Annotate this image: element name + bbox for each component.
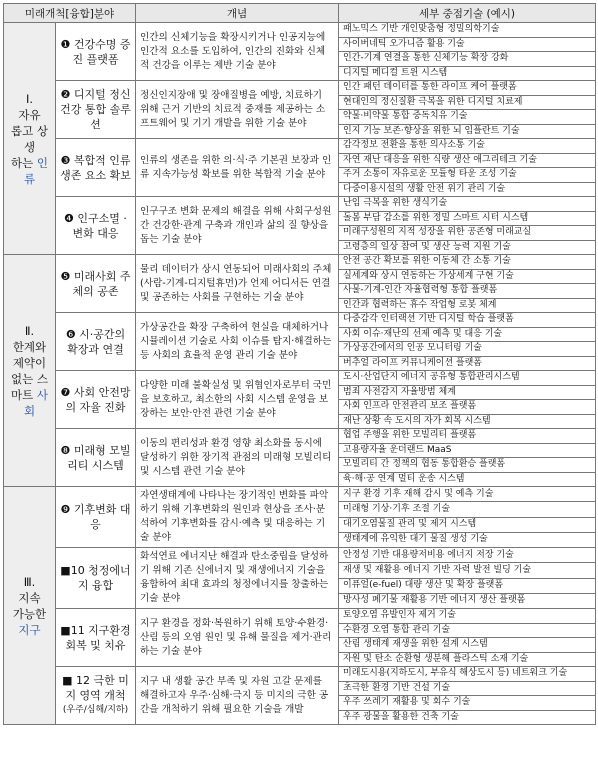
field-cell bbox=[56, 139, 136, 197]
area-label-line: 류 bbox=[23, 171, 36, 186]
tech-item: 실세계와 상시 연동하는 가상세계 구현 기술 bbox=[339, 269, 596, 284]
field-subtitle: (우주/심해/지하) bbox=[62, 705, 129, 715]
tech-item: 감각정보 전환을 통한 의사소통 기술 bbox=[339, 139, 596, 154]
area-label-line: 하는 인 bbox=[11, 155, 48, 170]
table-header-row bbox=[4, 4, 596, 23]
tech-item: 안정성 기반 대용량저비용 에너지 저장 기술 bbox=[339, 548, 596, 563]
concept-cell: 정신인지장애 및 장애질병을 예방, 치료하기 위해 근거 기반의 치료적 중재를 제공하는 소프트웨어 및 기기 개발을 위한 기술 분야 bbox=[136, 81, 339, 139]
field-name: ❾ 기후변화 대응 bbox=[60, 503, 131, 531]
field-cell bbox=[56, 548, 136, 609]
tech-item: 사이버네틱 오가니즘 활용 기술 bbox=[339, 37, 596, 52]
field-name: ❷ 디지털 정신 건강 통합 솔루션 bbox=[60, 88, 131, 131]
tech-item: 주거 소통이 자유로운 모듈형 타운 조성 기술 bbox=[339, 168, 596, 183]
field-cell bbox=[56, 609, 136, 667]
area-label-line: Ⅰ. bbox=[25, 91, 34, 106]
tech-item: 초극한 환경 기반 건설 기술 bbox=[339, 681, 596, 696]
concept-cell: 인구구조 변화 문제의 해결을 위해 사회구성원 간 건강한·관계 구축과 개인과 삶의 질 향상을 돕는 기술 분야 bbox=[136, 197, 339, 255]
field-cell bbox=[56, 487, 136, 548]
field-name: ❽ 미래형 모빌리티 시스템 bbox=[60, 443, 131, 472]
tech-item: 범죄 사전감지 자율방범 체계 bbox=[339, 385, 596, 400]
tech-item: 토양오염 유발인자 제거 기술 bbox=[339, 609, 596, 624]
concept-cell: 다양한 미래 불확실성 및 위협인자로부터 국민을 보호하고, 최소한의 사회 시스템 운영을 보장하는 보안·안전 관련 기술 분야 bbox=[136, 371, 339, 429]
table-row bbox=[4, 667, 596, 682]
tech-item: 미래도시용(지하도시, 부유식 해상도시 등) 네트워크 기술 bbox=[339, 667, 596, 682]
concept-cell: 인류의 생존을 위한 의·식·주 기본권 보장과 인류 지속가능성 확보를 위한 복합적 기술 분야 bbox=[136, 139, 339, 197]
tech-item: 고용량자율 운더랜드 MaaS bbox=[339, 443, 596, 458]
table-row bbox=[4, 81, 596, 96]
table-row bbox=[4, 429, 596, 444]
header-area: 미래개척[융합]분야 bbox=[4, 4, 136, 23]
tech-item: 우주 광물을 활용한 건축 기술 bbox=[339, 710, 596, 725]
table-row bbox=[4, 255, 596, 270]
tech-item: 사회 이슈·재난의 선제 예측 및 대응 기술 bbox=[339, 327, 596, 342]
tech-item: 다중이용시설의 생활 안전 위기 관리 기술 bbox=[339, 182, 596, 197]
field-name: ❹ 인구소멸 ·변화 대응 bbox=[64, 211, 127, 240]
concept-cell: 인간의 신체기능을 확장시키거나 인공지능에 인간적 요소를 도입하여, 인간의 진화와 신체적 건강을 이루는 제반 기술 분야 bbox=[136, 23, 339, 81]
field-cell bbox=[56, 255, 136, 313]
tech-item: 안전 공간 확보를 위한 이동체 간 소통 기술 bbox=[339, 255, 596, 270]
field-name: ❻ 시·공간의 확장과 연결 bbox=[65, 327, 126, 356]
concept-cell: 지구 환경을 정화·복원하기 위해 토양·수환경·산림 등의 오염 원인 및 유해 물질을 제거·관리하는 기술 분야 bbox=[136, 609, 339, 667]
area-label-line: 가능한 bbox=[12, 606, 47, 621]
area-label-line: Ⅱ. bbox=[24, 323, 35, 338]
tech-item: 모빌리티 간 정책의 협동 통합환승 플랫폼 bbox=[339, 458, 596, 473]
field-cell bbox=[56, 667, 136, 725]
area-label-line: 생 bbox=[23, 139, 36, 154]
table-row bbox=[4, 548, 596, 563]
tech-item: 지구 환경 기후 재해 감시 및 예측 기술 bbox=[339, 487, 596, 502]
field-name: ❼ 사회 안전망의 자율 진화 bbox=[60, 385, 131, 414]
area-cell bbox=[4, 255, 56, 487]
tech-item: 산림 생태계 재생을 위한 설계 시스템 bbox=[339, 638, 596, 653]
table-row bbox=[4, 139, 596, 154]
area-cell bbox=[4, 23, 56, 255]
area-label-line: 지속 bbox=[18, 590, 41, 605]
tech-item: 다중감각 인터랙션 기반 디지털 학습 플랫폼 bbox=[339, 313, 596, 328]
tech-item: 이퓨얼(e-fuel) 대량 생산 및 확장 플랫폼 bbox=[339, 578, 596, 593]
field-name: ■ 12 극한 미지 영역 개척 bbox=[62, 674, 129, 702]
field-cell bbox=[56, 313, 136, 371]
concept-cell: 이동의 편리성과 환경 영향 최소화를 동시에 달성하기 위한 장기적 관점의 미래형 모빌리티 및 시스템 관련 기술 분야 bbox=[136, 429, 339, 487]
tech-item: 협업 주행을 위한 모빌리티 플랫폼 bbox=[339, 429, 596, 444]
tech-item: 디지털 메디컬 트윈 시스템 bbox=[339, 66, 596, 81]
tech-item: 가상공간에서의 인공 모니터링 기술 bbox=[339, 342, 596, 357]
header-tech: 세부 중점기술 (예시) bbox=[339, 4, 596, 23]
field-name: ■10 청정에너지 융합 bbox=[60, 564, 131, 592]
tech-table bbox=[3, 3, 596, 725]
area-label-line: 자유 bbox=[18, 107, 41, 122]
tech-item: 방사성 폐기물 재활용 기반 에너지 생산 플랫폼 bbox=[339, 593, 596, 608]
concept-cell: 가상공간을 확장 구축하여 현실을 대체하거나 시뮬레이션 기술로 사회 이슈를 탐지·해결하는 등 사회의 효율적 운영 관리 기술 분야 bbox=[136, 313, 339, 371]
area-label-line: 지구 bbox=[18, 622, 41, 637]
table-row bbox=[4, 197, 596, 212]
tech-item: 재생 및 재활용 에너지 기반 자력 발전 빌딩 기술 bbox=[339, 563, 596, 578]
field-cell bbox=[56, 197, 136, 255]
concept-cell: 물리 데이터가 상시 연동되어 미래사회의 주체(사람-기계-디지털휴먼)가 언제 어디서든 연결 및 공존하는 사회를 구현하는 기술 분야 bbox=[136, 255, 339, 313]
area-label-line: 한계와 bbox=[12, 339, 47, 354]
concept-cell: 자연생태계에 나타나는 장기적인 변화를 파악하기 위해 기후변화의 원인과 현상을 조사·분석하여 기후변화를 감시·예측 및 대응하는 기술 분야 bbox=[136, 487, 339, 548]
field-name: ■11 지구환경 회복 및 치유 bbox=[60, 623, 131, 652]
tech-item: 미래형 기상·기후 조절 기술 bbox=[339, 502, 596, 517]
tech-item: 인간 패턴 데이터를 통한 라이프 케어 플랫폼 bbox=[339, 81, 596, 96]
tech-item: 돌봄 부담 감소를 위한 정밀 스마트 시터 시스템 bbox=[339, 211, 596, 226]
field-cell bbox=[56, 429, 136, 487]
tech-item: 난임 극복을 위한 생식기술 bbox=[339, 197, 596, 212]
field-cell bbox=[56, 81, 136, 139]
table-row bbox=[4, 371, 596, 386]
field-name: ❸ 복합적 인류생존 요소 확보 bbox=[60, 153, 131, 182]
tech-item: 인간과 협력하는 휴수 작업형 로봇 체계 bbox=[339, 298, 596, 313]
tech-item: 고령층의 일상 참여 및 생산 능력 지원 기술 bbox=[339, 240, 596, 255]
tech-item: 인지 기능 보존·향상을 위한 뇌 임플란트 기술 bbox=[339, 124, 596, 139]
area-label-line: 제약이 bbox=[12, 355, 47, 370]
tech-item: 육·해·공 연계 멀티 운송 시스템 bbox=[339, 472, 596, 487]
table-row bbox=[4, 487, 596, 502]
tech-item: 재난 상황 속 도시의 자가 회복 시스템 bbox=[339, 414, 596, 429]
tech-item: 사물-기계-인간 자율협력형 통합 플랫폼 bbox=[339, 284, 596, 299]
field-name: ❶ 건강수명 증진 플랫폼 bbox=[60, 37, 131, 66]
tech-item: 자연 재난 대응을 위한 식량 생산 애그리테크 기술 bbox=[339, 153, 596, 168]
tech-item: 사회 인프라 안전관리 보조 플랫폼 bbox=[339, 400, 596, 415]
concept-cell: 화석연료 에너지난 해결과 탄소중립을 달성하기 위해 기존 신에너지 및 재생에너지 기술을 융합하여 최대 효과의 청정에너지를 창출하는 기술 분야 bbox=[136, 548, 339, 609]
area-cell bbox=[4, 487, 56, 725]
table-row bbox=[4, 23, 596, 38]
tech-item: 미래구성원의 지적 성장을 위한 공존형 미래교실 bbox=[339, 226, 596, 241]
tech-item: 인간-기계 연결을 통한 신체기능 확장 강화 bbox=[339, 52, 596, 67]
concept-cell: 지구 내 생활 공간 부족 및 자원 고갈 문제를 해결하고자 우주·심해·극지 등 미지의 극한 공간을 개척하기 위해 필요한 기술을 개발 bbox=[136, 667, 339, 725]
area-label-line: 없는 스 bbox=[11, 371, 48, 386]
area-label-line: 롭고 상 bbox=[11, 123, 48, 138]
tech-item: 버추얼 라이프 커뮤니케이션 플랫폼 bbox=[339, 356, 596, 371]
tech-item: 수환경 오염 통합 관리 기술 bbox=[339, 623, 596, 638]
table-row bbox=[4, 313, 596, 328]
field-cell bbox=[56, 23, 136, 81]
field-name: ❺ 미래사회 주체의 공존 bbox=[60, 269, 131, 298]
area-label-accent: 인 bbox=[36, 155, 48, 170]
tech-item: 대기오염물질 관리 및 제거 시스템 bbox=[339, 517, 596, 532]
tech-item: 패노믹스 기반 개인맞춤형 정밀의학기술 bbox=[339, 23, 596, 38]
tech-item: 생태계에 유익한 대기 물질 생성 기술 bbox=[339, 532, 596, 547]
area-label-line: 마트 사 bbox=[11, 387, 48, 402]
tech-item: 약물·비약물 통합 중독치유 기술 bbox=[339, 110, 596, 125]
table-body bbox=[4, 23, 596, 725]
tech-item: 도시·산업단지 에너지 공유형 통합관리시스템 bbox=[339, 371, 596, 386]
header-concept: 개념 bbox=[136, 4, 339, 23]
tech-item: 우주 쓰레기 재활용 및 회수 기술 bbox=[339, 696, 596, 711]
area-label-line: 회 bbox=[23, 403, 36, 418]
field-cell bbox=[56, 371, 136, 429]
tech-item: 자원 및 탄소 순환형 생분해 플라스틱 소재 기술 bbox=[339, 652, 596, 667]
table-row bbox=[4, 609, 596, 624]
tech-item: 현대인의 정신질환 극복을 위한 디지털 치료제 bbox=[339, 95, 596, 110]
area-label-line: Ⅲ. bbox=[23, 574, 36, 589]
area-label-accent: 사 bbox=[36, 387, 48, 402]
